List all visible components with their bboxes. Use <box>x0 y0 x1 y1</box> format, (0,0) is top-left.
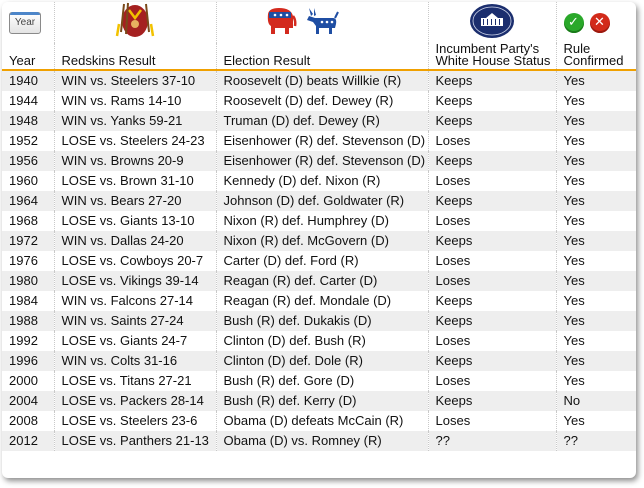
redskins-result-cell: LOSE vs. Steelers 24-23 <box>54 131 216 151</box>
confirmed-header-line2: Confirmed <box>563 53 624 68</box>
elephant-icon <box>265 6 297 39</box>
white-house-status-cell: Loses <box>428 331 556 351</box>
table-row <box>2 251 636 271</box>
year-cell: 1956 <box>2 151 54 171</box>
election-result-cell: Bush (R) def. Gore (D) <box>216 371 428 391</box>
redskins-result-cell: WIN vs. Saints 27-24 <box>54 311 216 331</box>
white-house-cell <box>428 2 556 43</box>
table-row <box>2 291 636 311</box>
year-cell: 1948 <box>2 111 54 131</box>
redskins-result-cell: WIN vs. Falcons 27-14 <box>54 291 216 311</box>
rule-confirmed-cell: Yes <box>556 371 636 391</box>
x-icon: ✕ <box>590 13 610 33</box>
white-house-status-cell: Keeps <box>428 311 556 331</box>
redskins-result-cell: WIN vs. Steelers 37-10 <box>54 70 216 91</box>
redskins-result-cell: WIN vs. Browns 20-9 <box>54 151 216 171</box>
white-house-status-cell: ?? <box>428 431 556 451</box>
election-result-cell: Bush (R) def. Dukakis (D) <box>216 311 428 331</box>
redskins-result-cell: WIN vs. Bears 27-20 <box>54 191 216 211</box>
table-row <box>2 151 636 171</box>
rule-confirmed-cell: Yes <box>556 70 636 91</box>
table-row <box>2 231 636 251</box>
rule-confirmed-cell: Yes <box>556 251 636 271</box>
year-cell: 1940 <box>2 70 54 91</box>
table-body <box>2 70 636 451</box>
rule-confirmed-cell: Yes <box>556 171 636 191</box>
year-cell: 1960 <box>2 171 54 191</box>
party-icons-cell <box>216 2 428 43</box>
white-house-status-cell: Keeps <box>428 291 556 311</box>
redskins-result-cell: LOSE vs. Packers 28-14 <box>54 391 216 411</box>
election-result-cell: Obama (D) defeats McCain (R) <box>216 411 428 431</box>
white-house-status-cell: Keeps <box>428 151 556 171</box>
election-result-cell: Carter (D) def. Ford (R) <box>216 251 428 271</box>
rule-confirmed-cell: No <box>556 391 636 411</box>
table-row <box>2 91 636 111</box>
table-row <box>2 311 636 331</box>
election-result-cell: Clinton (D) def. Bush (R) <box>216 331 428 351</box>
white-house-status-cell: Keeps <box>428 111 556 131</box>
year-header: Year <box>2 43 54 70</box>
year-cell: 2000 <box>2 371 54 391</box>
election-result-cell: Johnson (D) def. Goldwater (R) <box>216 191 428 211</box>
white-house-status-cell: Keeps <box>428 91 556 111</box>
table-row <box>2 331 636 351</box>
year-cell: 1988 <box>2 311 54 331</box>
redskins-result-cell: LOSE vs. Steelers 23-6 <box>54 411 216 431</box>
election-result-cell: Reagan (R) def. Carter (D) <box>216 271 428 291</box>
year-cell: 2004 <box>2 391 54 411</box>
redskins-result-cell: LOSE vs. Brown 31-10 <box>54 171 216 191</box>
election-result-cell: Eisenhower (R) def. Stevenson (D) <box>216 151 428 171</box>
rule-confirmed-cell: Yes <box>556 351 636 371</box>
redskins-result-cell: LOSE vs. Giants 13-10 <box>54 211 216 231</box>
white-house-status-cell: Loses <box>428 171 556 191</box>
rule-confirmed-cell: Yes <box>556 331 636 351</box>
check-icon: ✓ <box>564 13 584 33</box>
white-house-status-cell: Loses <box>428 211 556 231</box>
redskins-result-cell: LOSE vs. Cowboys 20-7 <box>54 251 216 271</box>
rule-confirmed-cell: ?? <box>556 431 636 451</box>
election-result-cell: Kennedy (D) def. Nixon (R) <box>216 171 428 191</box>
election-header: Election Result <box>216 43 428 70</box>
table-row <box>2 391 636 411</box>
redskins-result-cell: WIN vs. Colts 31-16 <box>54 351 216 371</box>
year-cell: 1976 <box>2 251 54 271</box>
election-result-cell: Obama (D) vs. Romney (R) <box>216 431 428 451</box>
status-header-line2: White House Status <box>435 53 551 68</box>
table-row <box>2 431 636 451</box>
status-header-line1: Incumbent Party's <box>435 43 540 56</box>
redskins-header: Redskins Result <box>54 43 216 70</box>
rule-confirmed-cell: Yes <box>556 191 636 211</box>
year-cell: 2008 <box>2 411 54 431</box>
table-row <box>2 131 636 151</box>
logo-cell <box>54 2 216 43</box>
table-row <box>2 411 636 431</box>
year-cell: 1952 <box>2 131 54 151</box>
redskins-logo-icon <box>115 28 155 43</box>
election-result-cell: Roosevelt (D) beats Willkie (R) <box>216 70 428 91</box>
year-cell: 1980 <box>2 271 54 291</box>
election-result-cell: Roosevelt (D) def. Dewey (R) <box>216 91 428 111</box>
table-row <box>2 191 636 211</box>
white-house-status-cell: Loses <box>428 371 556 391</box>
year-cell: 1944 <box>2 91 54 111</box>
rule-confirmed-cell: Yes <box>556 151 636 171</box>
redskins-result-cell: WIN vs. Dallas 24-20 <box>54 231 216 251</box>
year-cell: 2012 <box>2 431 54 451</box>
header-row <box>2 43 636 70</box>
year-icon-cell <box>2 2 54 43</box>
status-header <box>428 43 556 70</box>
election-result-cell: Clinton (D) def. Dole (R) <box>216 351 428 371</box>
rule-confirmed-cell: Yes <box>556 211 636 231</box>
rule-confirmed-cell: Yes <box>556 111 636 131</box>
results-table <box>2 2 636 451</box>
calendar-icon: Year <box>9 12 41 34</box>
rule-confirmed-cell: Yes <box>556 311 636 331</box>
rule-confirmed-cell: Yes <box>556 231 636 251</box>
year-cell: 1996 <box>2 351 54 371</box>
rule-confirmed-cell: Yes <box>556 131 636 151</box>
redskins-result-cell: WIN vs. Rams 14-10 <box>54 91 216 111</box>
election-result-cell: Bush (R) def. Kerry (D) <box>216 391 428 411</box>
rule-confirmed-cell: Yes <box>556 271 636 291</box>
table-row <box>2 171 636 191</box>
redskins-result-cell: LOSE vs. Panthers 21-13 <box>54 431 216 451</box>
election-result-cell: Reagan (R) def. Mondale (D) <box>216 291 428 311</box>
white-house-status-cell: Keeps <box>428 70 556 91</box>
election-result-cell: Eisenhower (R) def. Stevenson (D) <box>216 131 428 151</box>
white-house-status-cell: Keeps <box>428 231 556 251</box>
confirmed-header-line1: Rule <box>563 43 591 56</box>
rule-confirmed-cell: Yes <box>556 291 636 311</box>
white-house-status-cell: Loses <box>428 251 556 271</box>
election-result-cell: Nixon (R) def. McGovern (D) <box>216 231 428 251</box>
year-cell: 1968 <box>2 211 54 231</box>
table-row <box>2 70 636 91</box>
table-row <box>2 111 636 131</box>
white-house-status-cell: Loses <box>428 411 556 431</box>
redskins-result-cell: LOSE vs. Giants 24-7 <box>54 331 216 351</box>
redskins-result-cell: LOSE vs. Titans 27-21 <box>54 371 216 391</box>
year-cell: 1964 <box>2 191 54 211</box>
white-house-status-cell: Keeps <box>428 391 556 411</box>
white-house-seal-icon <box>468 3 516 42</box>
year-cell: 1992 <box>2 331 54 351</box>
year-cell: 1972 <box>2 231 54 251</box>
white-house-status-cell: Loses <box>428 131 556 151</box>
election-result-cell: Nixon (R) def. Humphrey (D) <box>216 211 428 231</box>
table-row <box>2 351 636 371</box>
redskins-result-cell: LOSE vs. Vikings 39-14 <box>54 271 216 291</box>
election-result-cell: Truman (D) def. Dewey (R) <box>216 111 428 131</box>
table-row <box>2 371 636 391</box>
white-house-status-cell: Loses <box>428 271 556 291</box>
year-cell: 1984 <box>2 291 54 311</box>
white-house-status-cell: Keeps <box>428 351 556 371</box>
icon-row <box>2 2 636 43</box>
white-house-status-cell: Keeps <box>428 191 556 211</box>
results-card <box>2 2 636 478</box>
redskins-result-cell: WIN vs. Yanks 59-21 <box>54 111 216 131</box>
rule-confirmed-cell: Yes <box>556 411 636 431</box>
donkey-icon <box>305 6 339 39</box>
table-row <box>2 271 636 291</box>
confirm-icons-cell <box>556 2 636 43</box>
confirmed-header <box>556 43 636 70</box>
rule-confirmed-cell: Yes <box>556 91 636 111</box>
table-row <box>2 211 636 231</box>
